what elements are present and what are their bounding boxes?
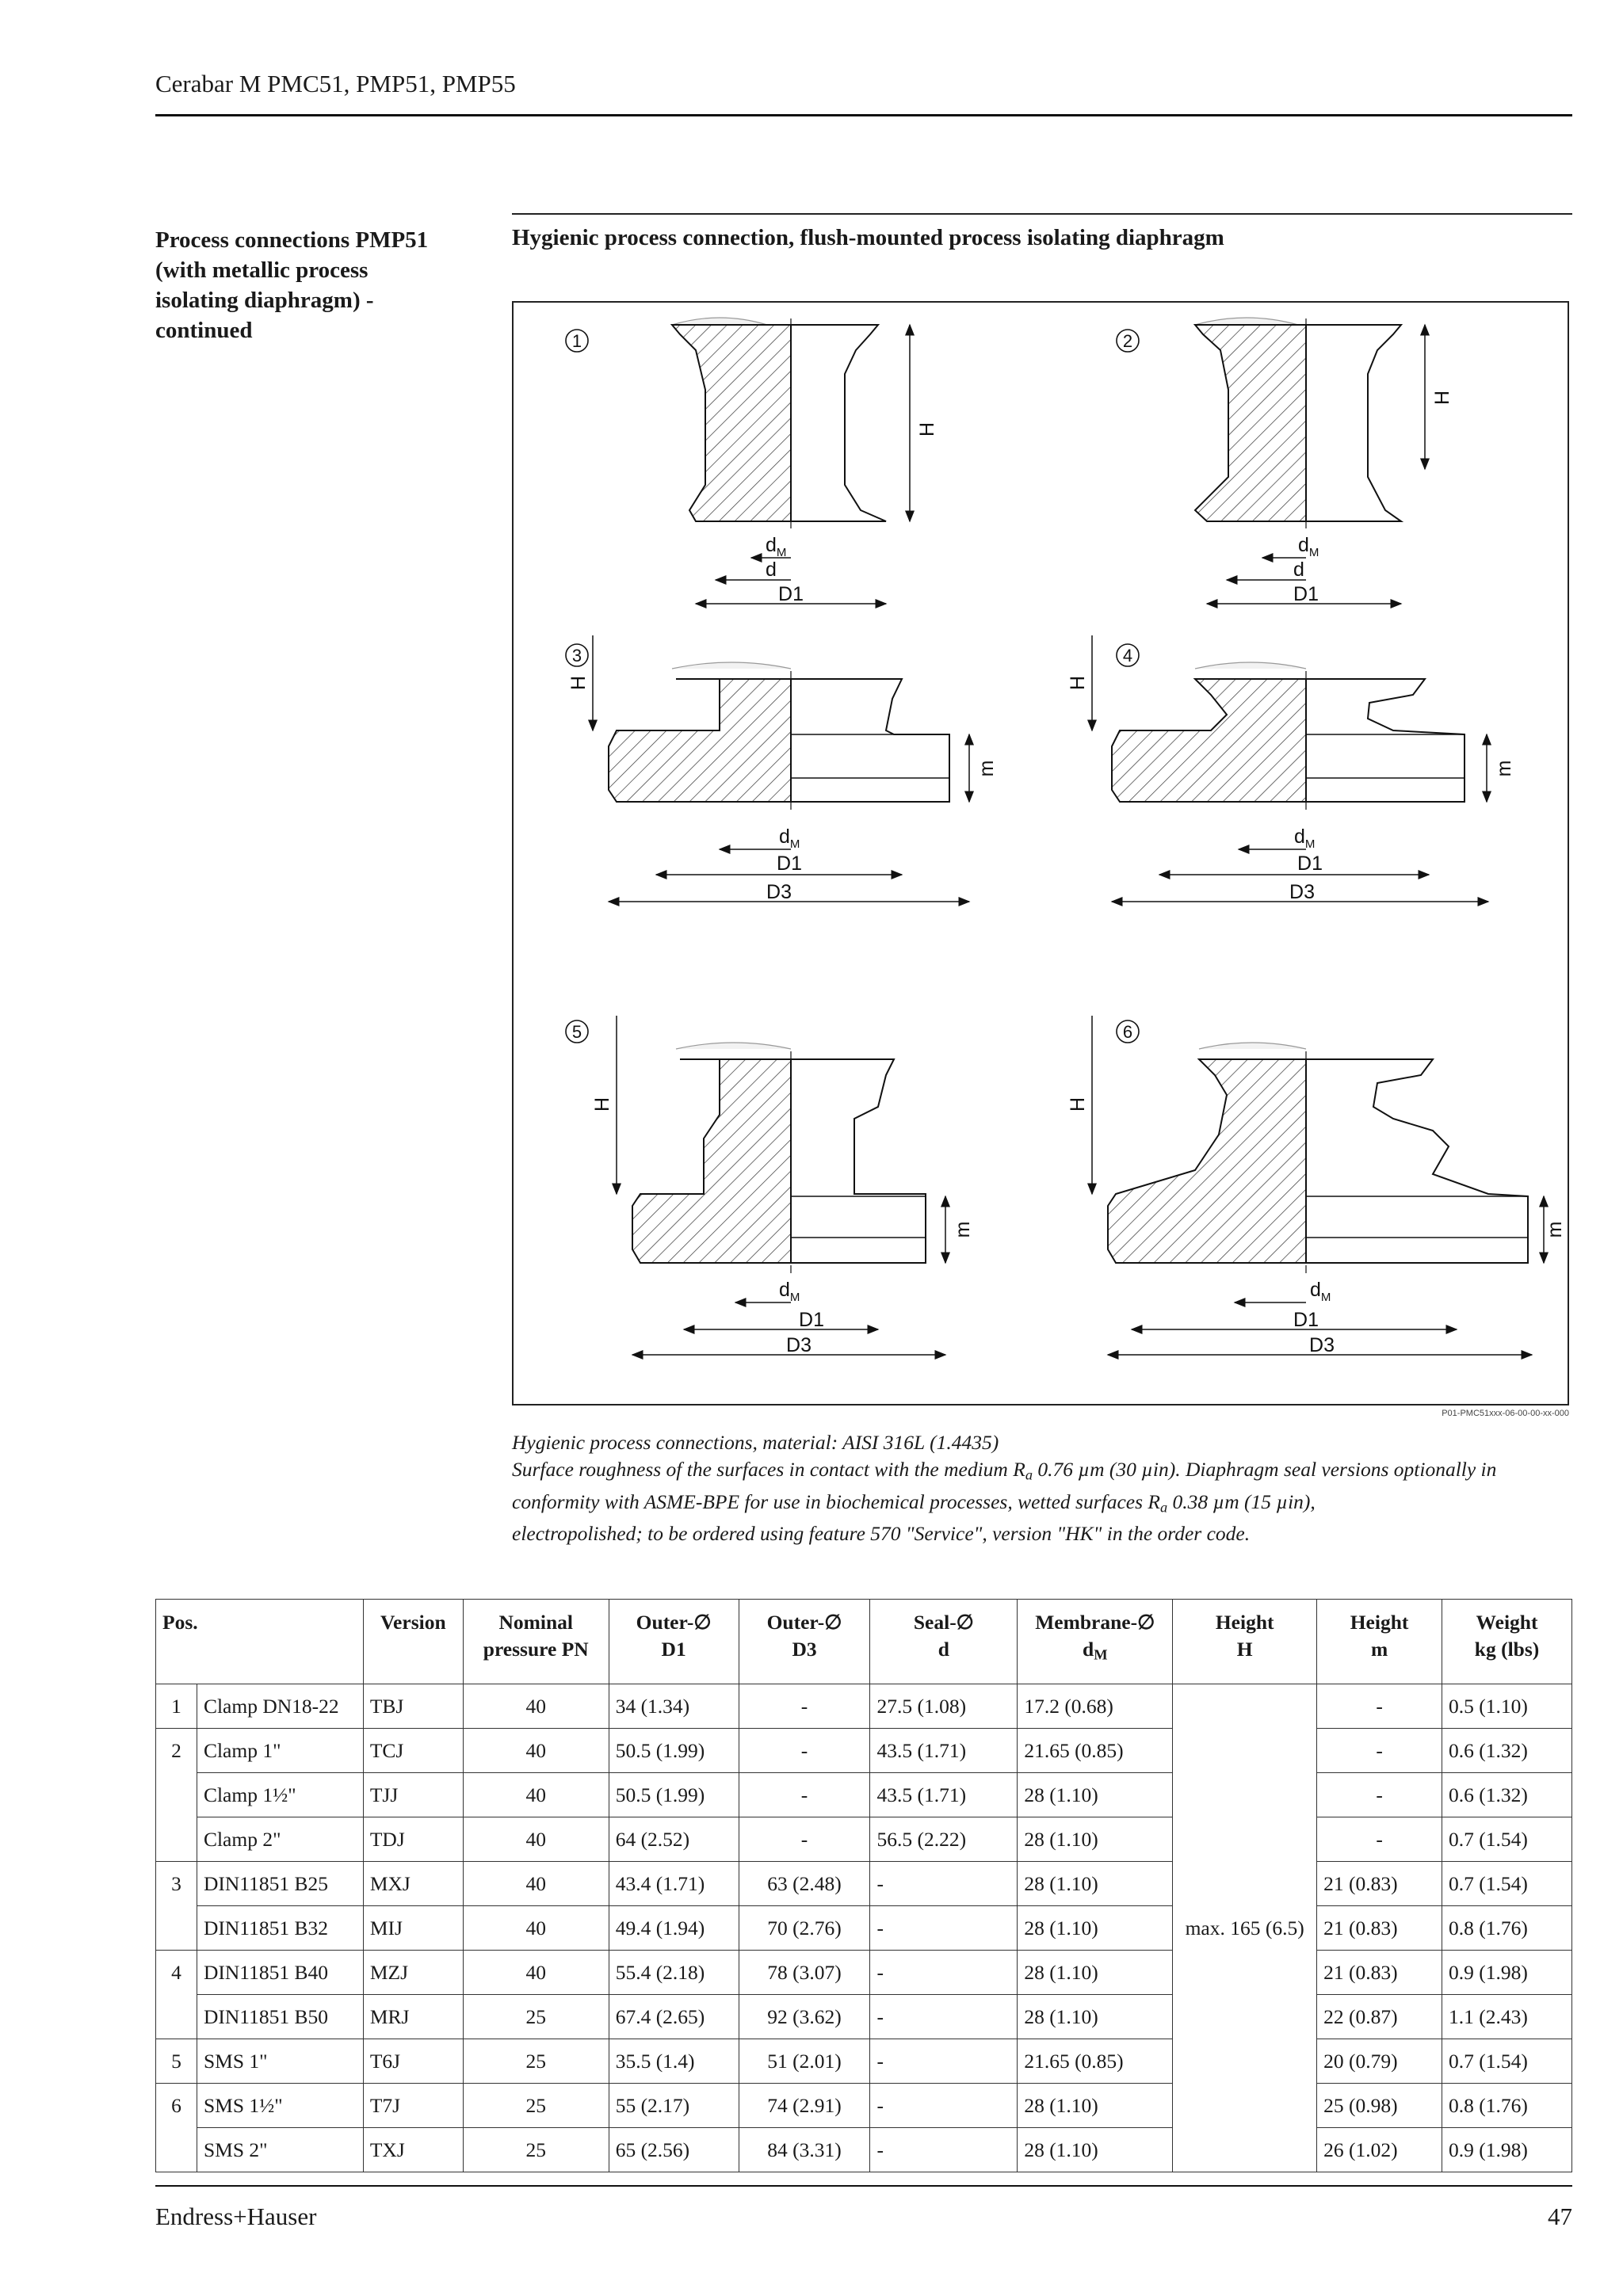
row-height-m: 20 (0.79) (1317, 2039, 1442, 2084)
section-label-line: continued (155, 318, 253, 343)
label-flange: m (952, 1221, 974, 1238)
row-seal: - (870, 2039, 1018, 2084)
row-weight: 0.6 (1.32) (1442, 1729, 1572, 1773)
header-membrane: Membrane-∅ $d_M$ (1018, 1600, 1173, 1684)
label-outer3: D3 (786, 1334, 812, 1356)
row-weight: 0.9 (1.98) (1442, 2128, 1572, 2172)
item-number: 3 (571, 646, 582, 666)
footer-brand: Endress+Hauser (155, 2203, 317, 2230)
body-outline (791, 325, 886, 521)
row-d1: 64 (2.52) (609, 1817, 739, 1862)
label-membrane: $d_M$ (766, 534, 787, 559)
row-name: Clamp DN18-22 (197, 1684, 363, 1729)
label-outer3: D3 (766, 881, 792, 903)
pipe-outline (1199, 1043, 1306, 1049)
row-d3: 78 (3.07) (739, 1951, 870, 1995)
row-seal: - (870, 2128, 1018, 2172)
row-version: TBJ (363, 1684, 463, 1729)
label-membrane: $d_M$ (1298, 534, 1319, 559)
section-label-line: isolating diaphragm) - (155, 288, 374, 313)
caption-line: Surface roughness of the surfaces in contact with the medium $R_a$ 0.76 µm (30 µin). Diaphragm seal versions optionally in (512, 1458, 1497, 1483)
label-height: H (567, 675, 590, 691)
pipe-outline (676, 1043, 791, 1049)
label-membrane: $d_M$ (779, 826, 800, 851)
table-row (156, 2128, 1572, 2172)
row-height-m: 21 (0.83) (1317, 1906, 1442, 1951)
row-pos: 2 (156, 1729, 197, 1862)
body-outline (1306, 1059, 1528, 1263)
header-height-h: Height H (1173, 1600, 1317, 1684)
body-outline (1306, 679, 1465, 802)
label-outer: D1 (799, 1309, 824, 1331)
process-connection-figure (512, 301, 1569, 1405)
hatched-section (1108, 1059, 1306, 1263)
section-rule (512, 213, 1572, 215)
row-weight: 0.7 (1.54) (1442, 1817, 1572, 1862)
item-number: 6 (1122, 1022, 1133, 1042)
header-d3: Outer-∅ D3 (739, 1600, 870, 1684)
row-d1: 55 (2.17) (609, 2084, 739, 2128)
hatched-section (609, 679, 791, 802)
figure-item-3 (566, 635, 998, 903)
footer-rule (155, 2185, 1572, 2187)
row-seal: - (870, 2084, 1018, 2128)
header-weight: Weight kg (lbs) (1442, 1600, 1572, 1684)
row-name: SMS 2" (197, 2128, 363, 2172)
row-d3: - (739, 1773, 870, 1817)
row-pn: 40 (463, 1773, 609, 1817)
row-name: Clamp 1" (197, 1729, 363, 1773)
row-weight: 0.7 (1.54) (1442, 1862, 1572, 1906)
row-name: Clamp 2" (197, 1817, 363, 1862)
header-d1: Outer-∅ D1 (609, 1600, 739, 1684)
table-row (156, 2039, 1572, 2084)
row-d1: 50.5 (1.99) (609, 1729, 739, 1773)
page-number: 47 (1548, 2203, 1572, 2230)
row-pos: 1 (156, 1684, 197, 1729)
row-d3: - (739, 1817, 870, 1862)
row-version: MIJ (363, 1906, 463, 1951)
row-name: DIN11851 B32 (197, 1906, 363, 1951)
row-height-h: max. 165 (6.5) (1173, 1684, 1317, 2172)
label-outer: D1 (1293, 583, 1319, 605)
row-version: MRJ (363, 1995, 463, 2039)
figure-id: P01-PMC51xxx-06-00-00-xx-000 (1442, 1409, 1569, 1418)
label-outer: D1 (1297, 852, 1323, 875)
label-flange: m (976, 760, 998, 777)
row-membrane: 21.65 (0.85) (1018, 2039, 1173, 2084)
row-height-m: - (1317, 1729, 1442, 1773)
document-header: Cerabar M PMC51, PMP51, PMP55 (155, 70, 516, 97)
row-pos: 3 (156, 1862, 197, 1951)
row-height-m: 21 (0.83) (1317, 1862, 1442, 1906)
row-membrane: 28 (1.10) (1018, 1862, 1173, 1906)
item-number: 5 (571, 1022, 582, 1042)
row-d3: 74 (2.91) (739, 2084, 870, 2128)
row-pos: 4 (156, 1951, 197, 2039)
section-title: Hygienic process connection, flush-mounted process isolating diaphragm (512, 225, 1224, 250)
table-row (156, 1773, 1572, 1817)
row-pn: 25 (463, 2128, 609, 2172)
row-d1: 34 (1.34) (609, 1684, 739, 1729)
figure-item-6 (1067, 1016, 1566, 1356)
label-height: H (1431, 390, 1453, 406)
row-seal: - (870, 1906, 1018, 1951)
row-pn: 25 (463, 2039, 609, 2084)
caption-line: conformity with ASME-BPE for use in biochemical processes, wetted surfaces $R_a$ 0.38 µm (15 µin), (512, 1489, 1316, 1516)
figure-item-5 (566, 1016, 974, 1356)
row-height-m: 26 (1.02) (1317, 2128, 1442, 2172)
row-seal: 43.5 (1.71) (870, 1729, 1018, 1773)
row-d1: 35.5 (1.4) (609, 2039, 739, 2084)
row-weight: 0.8 (1.76) (1442, 2084, 1572, 2128)
row-d3: 51 (2.01) (739, 2039, 870, 2084)
body-outline (791, 1059, 926, 1263)
body-outline (1306, 325, 1401, 521)
table-row (156, 1862, 1572, 1906)
hatched-section (672, 325, 791, 521)
label-height: H (916, 421, 938, 437)
header-pn: Nominal pressure PN (463, 1600, 609, 1684)
row-weight: 0.9 (1.98) (1442, 1951, 1572, 1995)
row-pn: 40 (463, 1951, 609, 1995)
section-label (155, 225, 472, 345)
label-membrane: $d_M$ (1310, 1279, 1331, 1304)
table-row (156, 1729, 1572, 1773)
table-row (156, 1951, 1572, 1995)
figure-caption (512, 1429, 1574, 1547)
row-d1: 50.5 (1.99) (609, 1773, 739, 1817)
table-row (156, 1684, 1572, 1729)
table-row (156, 1906, 1572, 1951)
table-row (156, 1995, 1572, 2039)
row-d1: 55.4 (2.18) (609, 1951, 739, 1995)
row-height-m: - (1317, 1817, 1442, 1862)
row-weight: 0.6 (1.32) (1442, 1773, 1572, 1817)
row-d1: 43.4 (1.71) (609, 1862, 739, 1906)
label-outer: D1 (777, 852, 802, 875)
pipe-outline (1195, 318, 1298, 325)
header-rule (155, 114, 1572, 116)
item-number: 4 (1122, 646, 1133, 666)
item-number: 1 (571, 331, 582, 351)
row-height-m: 25 (0.98) (1317, 2084, 1442, 2128)
row-seal: 27.5 (1.08) (870, 1684, 1018, 1729)
section-label-line: (with metallic process (155, 257, 369, 283)
row-version: TJJ (363, 1773, 463, 1817)
section-label-line: Process connections PMP51 (155, 227, 429, 253)
row-height-m: - (1317, 1684, 1442, 1729)
row-d3: 63 (2.48) (739, 1862, 870, 1906)
row-d1: 67.4 (2.65) (609, 1995, 739, 2039)
item-number: 2 (1122, 331, 1133, 351)
row-membrane: 28 (1.10) (1018, 1995, 1173, 2039)
row-version: T7J (363, 2084, 463, 2128)
caption-line: electropolished; to be ordered using feature 570 "Service", version "HK" in the order code. (512, 1522, 1251, 1546)
table-row (156, 1817, 1572, 1862)
row-weight: 0.5 (1.10) (1442, 1684, 1572, 1729)
row-pos: 6 (156, 2084, 197, 2172)
row-weight: 0.7 (1.54) (1442, 2039, 1572, 2084)
row-weight: 0.8 (1.76) (1442, 1906, 1572, 1951)
row-height-m: 21 (0.83) (1317, 1951, 1442, 1995)
row-name: DIN11851 B50 (197, 1995, 363, 2039)
pipe-outline (1195, 662, 1306, 669)
figure-item-1 (566, 318, 938, 605)
row-height-m: - (1317, 1773, 1442, 1817)
row-version: MZJ (363, 1951, 463, 1995)
row-pn: 25 (463, 2084, 609, 2128)
row-pn: 40 (463, 1684, 609, 1729)
header-seal: Seal-∅ d (870, 1600, 1018, 1684)
row-membrane: 28 (1.10) (1018, 1773, 1173, 1817)
row-height-m: 22 (0.87) (1317, 1995, 1442, 2039)
hatched-section (1112, 679, 1306, 802)
pipe-outline (672, 318, 767, 325)
row-membrane: 28 (1.10) (1018, 1906, 1173, 1951)
label-membrane: $d_M$ (779, 1279, 800, 1304)
pipe-outline (672, 662, 791, 669)
row-name: SMS 1½" (197, 2084, 363, 2128)
header-version: Version (363, 1600, 463, 1684)
row-pn: 25 (463, 1995, 609, 2039)
row-seal: - (870, 1951, 1018, 1995)
specification-table (155, 1599, 1572, 2172)
row-seal: - (870, 1995, 1018, 2039)
row-version: MXJ (363, 1862, 463, 1906)
body-outline (791, 679, 949, 802)
table-header-row (156, 1600, 1572, 1684)
table-row (156, 2084, 1572, 2128)
row-membrane: 28 (1.10) (1018, 2128, 1173, 2172)
row-name: DIN11851 B25 (197, 1862, 363, 1906)
row-pos: 5 (156, 2039, 197, 2084)
figure-item-4 (1067, 635, 1515, 903)
label-outer3: D3 (1309, 1334, 1335, 1356)
row-seal: 43.5 (1.71) (870, 1773, 1018, 1817)
row-version: TXJ (363, 2128, 463, 2172)
row-membrane: 17.2 (0.68) (1018, 1684, 1173, 1729)
row-membrane: 28 (1.10) (1018, 1951, 1173, 1995)
row-pn: 40 (463, 1817, 609, 1862)
row-name: DIN11851 B40 (197, 1951, 363, 1995)
header-height-m: Height m (1317, 1600, 1442, 1684)
row-d3: 92 (3.62) (739, 1995, 870, 2039)
row-d3: - (739, 1729, 870, 1773)
row-d1: 49.4 (1.94) (609, 1906, 739, 1951)
label-height: H (1067, 1097, 1089, 1112)
row-pn: 40 (463, 1906, 609, 1951)
label-flange: m (1544, 1221, 1566, 1238)
row-version: TCJ (363, 1729, 463, 1773)
label-membrane: $d_M$ (1294, 826, 1316, 851)
label-outer3: D3 (1289, 881, 1315, 903)
row-pn: 40 (463, 1729, 609, 1773)
figure-item-2 (1117, 318, 1453, 605)
row-version: T6J (363, 2039, 463, 2084)
row-d3: 70 (2.76) (739, 1906, 870, 1951)
row-weight: 1.1 (2.43) (1442, 1995, 1572, 2039)
label-seal: d (1293, 559, 1304, 581)
row-d1: 65 (2.56) (609, 2128, 739, 2172)
row-membrane: 28 (1.10) (1018, 1817, 1173, 1862)
label-height: H (1067, 675, 1089, 691)
row-pn: 40 (463, 1862, 609, 1906)
row-seal: 56.5 (2.22) (870, 1817, 1018, 1862)
row-version: TDJ (363, 1817, 463, 1862)
row-membrane: 28 (1.10) (1018, 2084, 1173, 2128)
row-d3: 84 (3.31) (739, 2128, 870, 2172)
label-height: H (591, 1097, 613, 1112)
row-name: SMS 1" (197, 2039, 363, 2084)
row-d3: - (739, 1684, 870, 1729)
label-seal: d (766, 559, 777, 581)
hatched-section (1195, 325, 1306, 521)
label-outer: D1 (778, 583, 804, 605)
label-flange: m (1493, 760, 1515, 777)
row-name: Clamp 1½" (197, 1773, 363, 1817)
caption-line: Hygienic process connections, material: AISI 316L (1.4435) (512, 1431, 999, 1454)
row-membrane: 21.65 (0.85) (1018, 1729, 1173, 1773)
table-body (156, 1684, 1572, 2172)
row-seal: - (870, 1862, 1018, 1906)
label-outer: D1 (1293, 1309, 1319, 1331)
hatched-section (632, 1059, 791, 1263)
header-pos: Pos. (156, 1600, 364, 1684)
